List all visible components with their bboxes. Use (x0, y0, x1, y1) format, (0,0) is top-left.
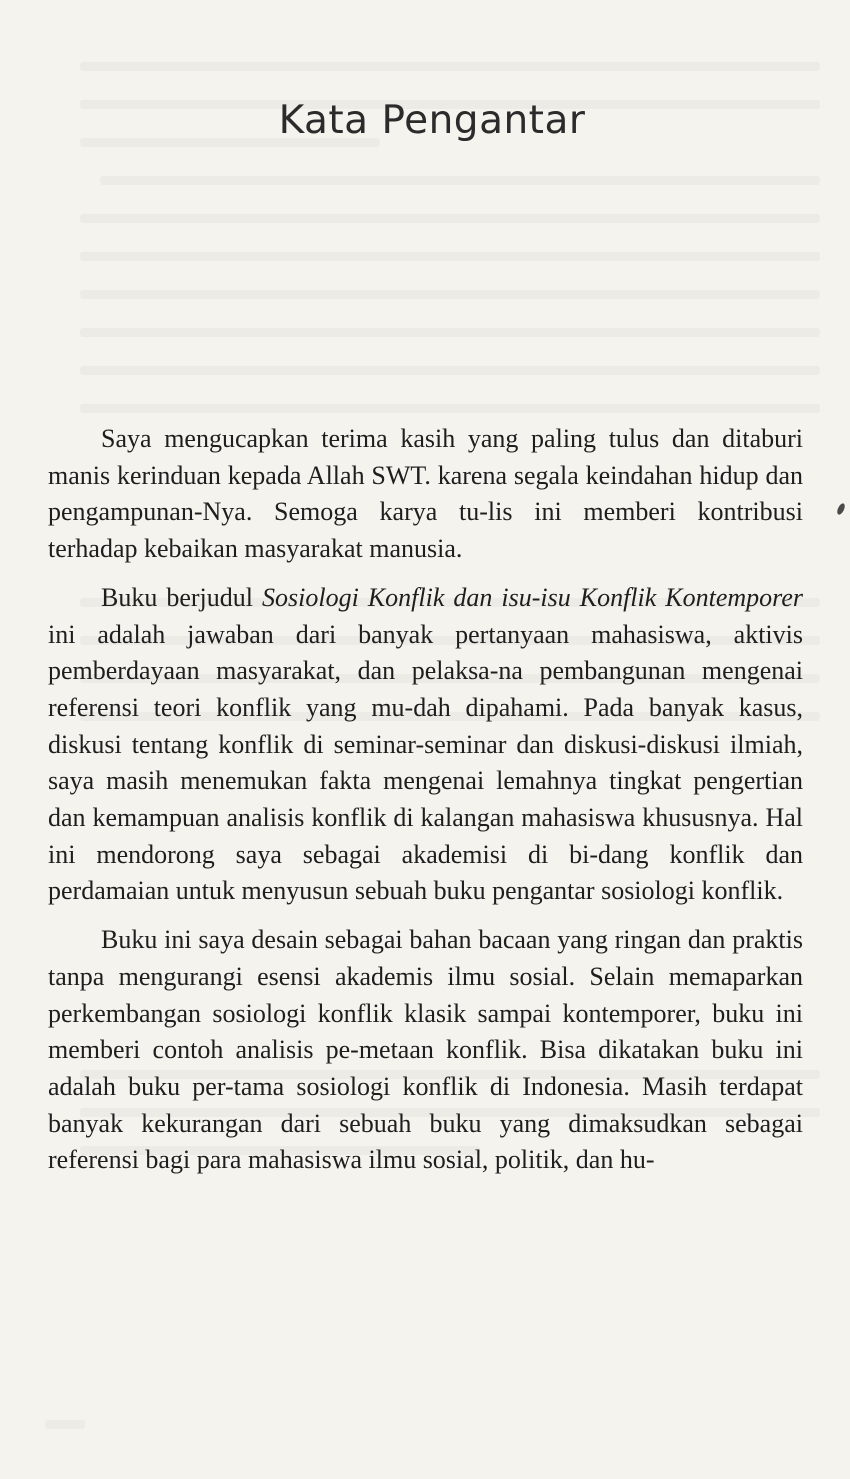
paragraph-2-intro: Buku berjudul (101, 582, 263, 612)
paragraph-2 (48, 580, 803, 910)
paragraph-3: Buku ini saya desain sebagai bahan bacaan yang ringan dan praktis tanpa mengurangi esensi akademis ilmu sosial. Selain memaparkan perkembangan sosiologi konflik klasik sampai kontemporer, buku ini memberi contoh analisis pe-metaan konflik. Bisa dikatakan buku ini adalah buku per-tama sosiologi konflik di Indonesia. Masih terdapat banyak kekurangan dari sebuah buku yang dimaksudkan sebagai referensi bagi para mahasiswa ilmu sosial, politik, dan hu- (48, 925, 803, 1175)
ink-speck (836, 502, 847, 515)
book-title: Sosiologi Konflik dan isu-isu Konflik Kontemporer (262, 582, 803, 612)
chapter-heading: Kata Pengantar (278, 98, 586, 143)
paragraph-1: Saya mengucapkan terima kasih yang paling tulus dan ditaburi manis kerinduan kepada Allah SWT. karena segala keindahan hidup dan pengampunan-Nya. Semoga karya tu-lis ini memberi kontribusi terhadap kebaikan masyarakat manusia. (48, 424, 803, 564)
page-body (48, 421, 803, 1191)
paragraph-2-rest: ini adalah jawaban dari banyak pertanyaan mahasiswa, aktivis pemberdayaan masyarakat, dan pelaksa-na pembangunan mengenai referensi teori konflik yang mu-dah dipahami. Pada banyak kasus, diskusi tentang konflik di seminar-seminar dan diskusi-diskusi ilmiah, saya masih menemukan fakta mengenai lemahnya tingkat pengertian dan kemampuan analisis konflik di kalangan mahasiswa khususnya. Hal ini mendorong saya sebagai akademisi di bi-dang konflik dan perdamaian untuk menyusun sebuah buku pengantar sosiologi konflik. (48, 619, 803, 906)
